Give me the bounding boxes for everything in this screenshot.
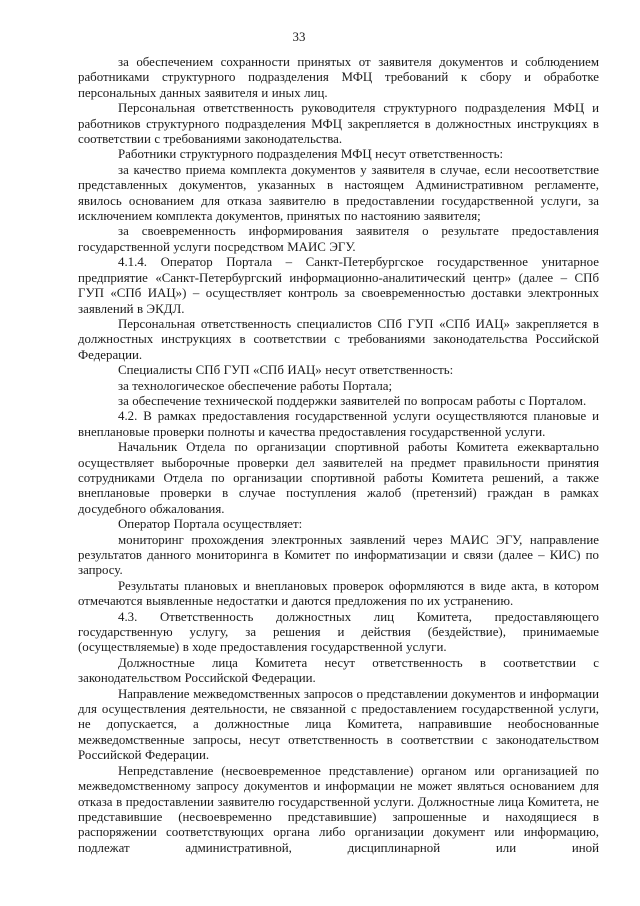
- paragraph: за качество приема комплекта документов у заявителя в случае, если несоответствие представленных документов, указанных в настоящем Административном регламенте, явилось основанием для отказа заявителю в предоставлении государственной услуги, за исключением комплекта документов, принятых по настоянию заявителя;: [78, 162, 599, 224]
- paragraph: Специалисты СПб ГУП «СПб ИАЦ» несут ответственность:: [118, 363, 454, 378]
- paragraph: Работники структурного подразделения МФЦ несут ответственность:: [118, 147, 504, 162]
- paragraph: Оператор Портала осуществляет:: [118, 517, 303, 532]
- paragraph: за обеспечением сохранности принятых от заявителя документов и соблюдением работниками структурного подразделения МФЦ требований к сбору и обработке персональных данных заявителя и иных лиц.: [78, 55, 599, 100]
- paragraph: Персональная ответственность специалистов СПб ГУП «СПб ИАЦ» закрепляется в должностных инструкциях в соответствии с требованиями законодательства Российской Федерации.: [78, 316, 599, 362]
- paragraph: Начальник Отдела по организации спортивной работы Комитета ежеквартально осуществляет выборочные проверки дел заявителей на предмет правильности принятия сотрудниками Отдела по организации спортивной работы Комитета решений, а также внеплановые проверки в случае поступления жалоб (претензий) граждан в рамках досудебного обжалования.: [78, 440, 599, 516]
- page-number: 33: [292, 30, 306, 44]
- paragraph: Персональная ответственность руководителя структурного подразделения МФЦ и работников структурного подразделения МФЦ закрепляется в должностных инструкциях в соответствии с требованиями законодательства.: [78, 101, 599, 147]
- paragraph: Непредставление (несвоевременное представление) органом или организацией по межведомственному запросу документов и информации не может являться основанием для отказа в предоставлении заявителю государственной услуги. Должностные лица Комитета, не представившие (несвоевременно представившие) запрошенные и находящиеся в распоряжении соответствующих органа либо организации документ или информацию, подлежат административной, дисциплинарной или иной: [78, 763, 599, 855]
- paragraph: Должностные лица Комитета несут ответственность в соответствии с законодательством Российской Федерации.: [78, 655, 599, 686]
- document-body: [78, 55, 599, 856]
- paragraph: за технологическое обеспечение работы Портала;: [118, 378, 393, 393]
- paragraph: за своевременность информирования заявителя о результате предоставления государственной услуги посредством МАИС ЭГУ.: [78, 224, 599, 254]
- paragraph: 4.2. В рамках предоставления государственной услуги осуществляются плановые и внеплановые проверки полноты и качества предоставления государственной услуги.: [78, 409, 599, 439]
- paragraph: Результаты плановых и внеплановых проверок оформляются в виде акта, в котором отмечаются выявленные недостатки и даются предложения по их устранению.: [78, 578, 599, 609]
- paragraph: за обеспечение технической поддержки заявителей по вопросам работы с Порталом.: [118, 393, 587, 408]
- paragraph: 4.3. Ответственность должностных лиц Комитета, предоставляющего государственную услугу, за решения и действия (бездействие), принимаемые (осуществляемые) в ходе предоставления государственной услуги.: [78, 609, 599, 655]
- paragraph: 4.1.4. Оператор Портала – Санкт-Петербургское государственное унитарное предприятие «Санкт-Петербургский информационно-аналитический центр» (далее – СПб ГУП «СПб ИАЦ») – осуществляет контроль за своевременностью доставки электронных заявлений в ЭКДЛ.: [78, 255, 599, 316]
- paragraph: мониторинг прохождения электронных заявлений через МАИС ЭГУ, направление результатов данного мониторинга в Комитет по информатизации и связи (далее – КИС) по запросу.: [78, 532, 599, 578]
- paragraph: Направление межведомственных запросов о представлении документов и информации для осуществления деятельности, не связанной с предоставлением государственной услуги, не допускается, а должностные лица Комитета, направившие необоснованные межведомственные запросы, несут ответственность в соответствии с законодательством Российской Федерации.: [78, 686, 599, 763]
